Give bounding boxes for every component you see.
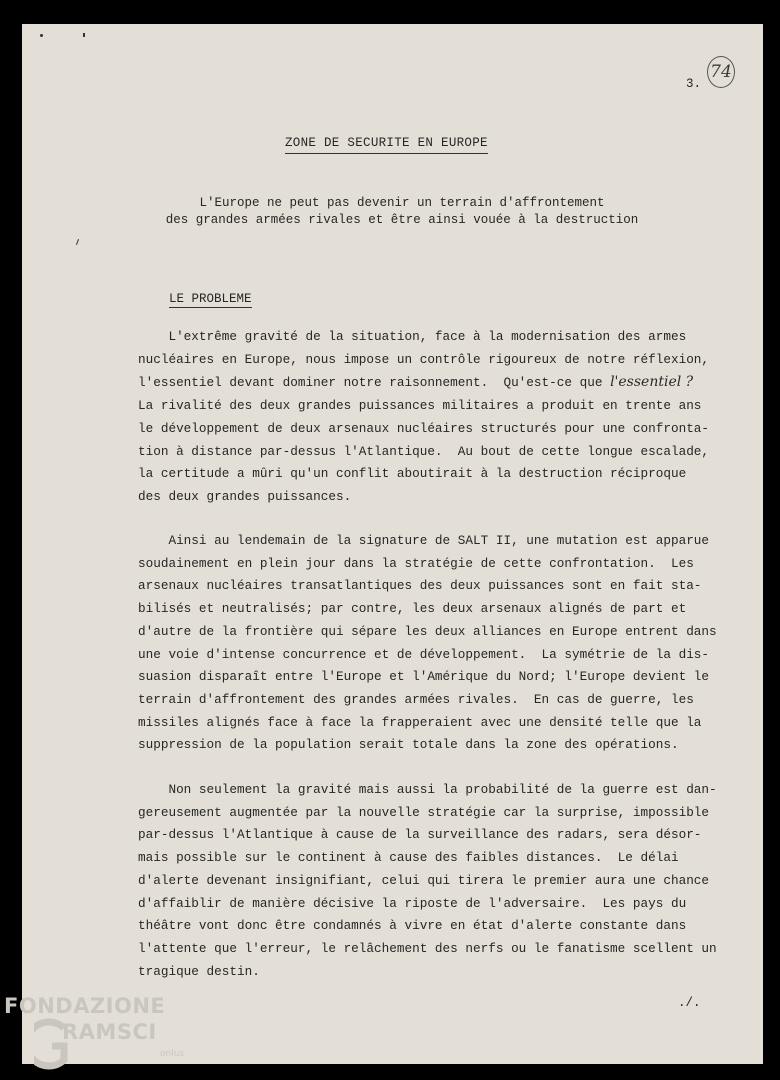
text-line <box>138 371 728 395</box>
text-line: mais possible sur le continent à cause des faibles distances. Le délai <box>138 850 679 866</box>
text-line: suppression de la population serait totale dans la zone des opérations. <box>138 737 679 753</box>
text-line: L'extrême gravité de la situation, face à la modernisation des armes <box>138 329 687 344</box>
text-line: soudainement en plein jour dans la stratégie de cette confrontation. Les <box>138 555 694 571</box>
text-line: nucléaires en Europe, nous impose un contrôle rigoureux de notre réflexion, <box>138 351 710 367</box>
text-line: la certitude a mûri qu'un conflit aboutirait à la destruction réciproque <box>138 466 687 482</box>
text-line: missiles alignés face à face la frapperaient avec une densité telle que la <box>138 714 702 730</box>
watermark-suffix: onlus <box>160 1049 185 1059</box>
text-line: Ainsi au lendemain de la signature de SALT II, une mutation est apparue <box>138 533 710 548</box>
text-line: tragique destin. <box>138 963 260 979</box>
text-line: arsenaux nucléaires transatlantiques des deux puissances sont en fait sta- <box>138 578 702 594</box>
page-number: 3. <box>686 77 702 91</box>
subtitle <box>142 195 662 229</box>
text-line: l'attente que l'erreur, le relâchement des nerfs ou le fanatisme scellent un <box>138 940 717 956</box>
text-line: théâtre vont donc être condamnés à vivre en état d'alerte constante dans <box>138 918 687 934</box>
paragraph-2 <box>138 530 728 757</box>
document-title: ZONE DE SECURITE EN EUROPE <box>285 136 488 154</box>
subtitle-line: L'Europe ne peut pas devenir un terrain d'affrontement <box>199 196 605 210</box>
text-line: gereusement augmentée par la nouvelle stratégie car la surprise, impossible <box>138 804 710 820</box>
text-line: d'affaiblir de manière décisive la riposte de l'adversaire. Les pays du <box>138 895 687 911</box>
paragraph-3 <box>138 779 728 983</box>
text-line: le développement de deux arsenaux nucléaires structurés pour une confronta- <box>138 420 710 436</box>
text-line: des deux grandes puissances. <box>138 488 352 504</box>
ink-speck <box>40 34 43 37</box>
section-heading: LE PROBLEME <box>169 292 252 306</box>
text-line: bilisés et neutralisés; par contre, les deux arsenaux alignés de part et <box>138 601 687 617</box>
continuation-mark: ./. <box>678 996 701 1010</box>
watermark-line1: FONDAZIONE <box>4 994 166 1018</box>
text-line: d'alerte devenant insignifiant, celui qui tirera le premier aura une chance <box>138 872 710 888</box>
ink-speck <box>83 33 85 37</box>
ink-speck <box>76 239 79 245</box>
folio-stamp: 74 <box>707 56 735 88</box>
text-line: suasion disparaît entre l'Europe et l'Amérique du Nord; l'Europe devient le <box>138 669 710 685</box>
handwritten-annotation: l'essentiel ? <box>610 374 694 391</box>
text-line: Non seulement la gravité mais aussi la probabilité de la guerre est dan- <box>138 782 717 797</box>
text-line: La rivalité des deux grandes puissances militaires a produit en trente ans <box>138 398 702 414</box>
fondazione-gramsci-watermark <box>4 994 204 1074</box>
paragraph-1 <box>138 326 728 509</box>
document-page <box>22 24 763 1064</box>
watermark-line2: RAMSCI <box>62 1020 157 1044</box>
text-segment: l'essentiel devant dominer notre raisonnement. Qu'est-ce que <box>138 375 611 391</box>
text-line: terrain d'affrontement des grandes armées rivales. En cas de guerre, les <box>138 691 694 707</box>
text-line: une voie d'intense concurrence et de développement. La symétrie de la dis- <box>138 646 710 662</box>
subtitle-line: des grandes armées rivales et être ainsi vouée à la destruction <box>165 213 639 227</box>
text-line: par-dessus l'Atlantique à cause de la surveillance des radars, sera désor- <box>138 827 702 843</box>
text-line: d'autre de la frontière qui sépare les deux alliances en Europe entrent dans <box>138 623 717 639</box>
text-line: tion à distance par-dessus l'Atlantique. Au bout de cette longue escalade, <box>138 443 710 459</box>
